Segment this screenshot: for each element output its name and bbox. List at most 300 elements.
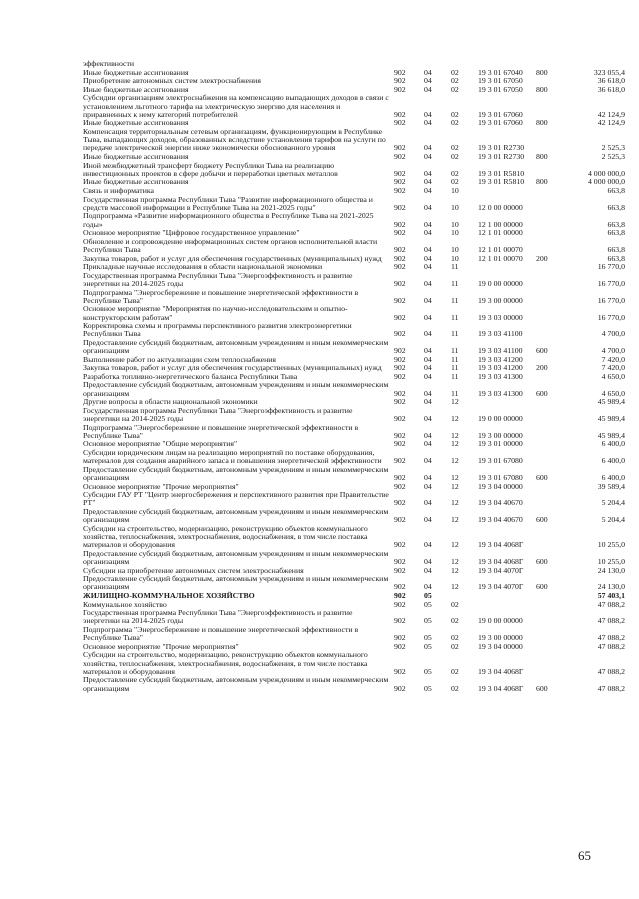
section-code: 04 <box>424 295 432 305</box>
target-article-code <box>478 592 536 601</box>
table-row <box>83 238 625 255</box>
ministry-code: 902 <box>394 346 406 356</box>
row-name: Подпрограмма "Энергосбережение и повышение энергетической эффективности в Республике Тыва" <box>83 422 359 440</box>
subsection-code: 02 <box>451 109 459 119</box>
amount: 4 650,0 <box>601 388 625 398</box>
table-row <box>83 162 625 179</box>
amount: 16 770,0 <box>597 295 625 305</box>
row-name: Прикладные научные исследования в области национальной экономики <box>83 262 323 272</box>
row-name: Иной межбюджетный трансферт бюджету Республики Тыва на реализацию инвестиционных проектов в сфере добычи и переработки цветных металлов <box>83 160 338 178</box>
expense-type-code <box>536 440 566 449</box>
section-code: 04 <box>424 565 432 575</box>
table-row <box>83 212 625 229</box>
ministry-code: 902 <box>394 591 406 601</box>
amount: 4 700,0 <box>601 329 625 339</box>
amount: 42 124,9 <box>597 118 625 128</box>
table-row <box>83 94 625 119</box>
section-code: 04 <box>424 84 432 94</box>
section-code: 04 <box>424 151 432 161</box>
row-name: Предоставление субсидий бюджетным, автономным учреждениям и иным некоммерческим организациям <box>83 675 389 693</box>
amount: 5 204,4 <box>601 515 625 525</box>
amount: 47 088,2 <box>597 633 625 643</box>
expense-type-code: 600 <box>536 346 548 356</box>
ministry-code: 902 <box>394 666 406 676</box>
expense-type-code <box>536 229 566 238</box>
subsection-code: 02 <box>451 177 459 187</box>
expense-type-code <box>536 238 566 255</box>
amount: 323 055,4 <box>593 67 625 77</box>
table-row <box>83 128 625 153</box>
target-article-code: 19 3 01 67050 <box>478 76 523 86</box>
table-row <box>83 381 625 398</box>
ministry-code: 902 <box>394 262 406 272</box>
section-code: 04 <box>424 430 432 440</box>
section-code: 04 <box>424 371 432 381</box>
row-name: Иные бюджетные ассигнования <box>83 67 189 77</box>
row-name: Корректировка схемы и программы перспективного развития электроэнергетики Республики Тыва <box>83 321 352 339</box>
expense-type-code: 800 <box>536 118 548 128</box>
target-article-code: 19 3 01 R2730 <box>478 151 525 161</box>
amount: 16 770,0 <box>597 312 625 322</box>
target-article-code: 19 0 00 00000 <box>478 616 523 626</box>
row-name: Основное мероприятие "Цифровое государственное управление" <box>83 228 300 238</box>
ministry-code: 902 <box>394 151 406 161</box>
row-name: Иные бюджетные ассигнования <box>83 177 189 187</box>
amount: 663,8 <box>607 202 625 212</box>
amount: 663,8 <box>607 185 625 195</box>
subsection-code: 02 <box>451 143 459 153</box>
target-article-code: 12 1 01 00070 <box>478 253 523 263</box>
ministry-code: 902 <box>394 228 406 238</box>
ministry-code: 902 <box>394 219 406 229</box>
table-row <box>83 196 625 213</box>
table-row <box>83 609 625 626</box>
subsection-code: 11 <box>451 329 459 339</box>
subsection-code: 12 <box>451 439 459 449</box>
subsection-code: 12 <box>451 498 459 508</box>
section-code: 05 <box>424 599 432 609</box>
subsection-code: 10 <box>451 253 459 263</box>
table-row <box>83 322 625 339</box>
section-code: 04 <box>424 582 432 592</box>
ministry-code: 902 <box>394 683 406 693</box>
amount: 24 130,0 <box>597 565 625 575</box>
row-name: Субсидии организациям электроснабжения на компенсацию выпадающих доходов в связи с установлением льготного тарифа на электрическую энергию для населения и приравненных к нему категорий потребителей <box>83 93 389 119</box>
row-name: Закупка товаров, работ и услуг для обеспечения государственных (муниципальных) нужд <box>83 253 382 263</box>
ministry-code: 902 <box>394 641 406 651</box>
amount: 24 130,0 <box>597 582 625 592</box>
section-code: 04 <box>424 456 432 466</box>
target-article-code: 19 3 04 4068Г <box>478 540 524 550</box>
ministry-code: 902 <box>394 515 406 525</box>
target-article-code: 19 3 01 67080 <box>478 473 523 483</box>
expense-type-code <box>536 626 566 643</box>
expense-type-code <box>536 272 566 289</box>
row-name: Государственная программа Республики Тыва "Развитие информационного общества и средств массовой информации в Республике Тыва на 2021-2025 годы" <box>83 194 373 212</box>
section-code: 04 <box>424 346 432 356</box>
amount: 663,8 <box>607 228 625 238</box>
target-article-code: 19 3 03 00000 <box>478 312 523 322</box>
table-row <box>83 272 625 289</box>
expense-type-code <box>536 525 566 550</box>
ministry-code: 902 <box>394 76 406 86</box>
target-article-code <box>478 187 536 196</box>
budget-table-body <box>83 60 625 693</box>
amount: 47 088,2 <box>597 616 625 626</box>
ministry-code: 902 <box>394 354 406 364</box>
target-article-code: 19 3 00 00000 <box>478 633 523 643</box>
row-name: Подпрограмма «Развитие информационного общества в Республике Тыва на 2021-2025 годы» <box>83 211 374 229</box>
section-code: 04 <box>424 557 432 567</box>
amount: 39 589,4 <box>597 481 625 491</box>
subsection-code: 12 <box>451 540 459 550</box>
amount: 4 000 000,0 <box>587 168 625 178</box>
subsection-code: 02 <box>451 168 459 178</box>
subsection-code: 11 <box>451 278 459 288</box>
target-article-code: 19 3 00 00000 <box>478 430 523 440</box>
section-code: 04 <box>424 244 432 254</box>
expense-type-code <box>536 398 566 407</box>
ministry-code: 902 <box>394 371 406 381</box>
row-name: Иные бюджетные ассигнования <box>83 84 189 94</box>
target-article-code: 19 3 03 41100 <box>478 329 523 339</box>
budget-table <box>83 60 625 693</box>
ministry-code: 902 <box>394 439 406 449</box>
target-article-code: 19 3 03 41300 <box>478 371 523 381</box>
ministry-code: 902 <box>394 599 406 609</box>
expense-type-code <box>536 424 566 441</box>
target-article-code: 19 0 00 00000 <box>478 414 523 424</box>
amount: 6 400,0 <box>601 473 625 483</box>
subsection-code: 11 <box>451 312 459 322</box>
target-article-code: 12 1 01 00000 <box>478 228 523 238</box>
table-row <box>83 424 625 441</box>
row-name: Субсидии ГАУ РТ "Центр энергосбережения и перспективного развития при Правительстве РТ" <box>83 490 389 508</box>
amount: 7 420,0 <box>601 354 625 364</box>
row-name: Обновление и сопровождение информационных систем органов исполнительной власти Республики Тыва <box>83 236 378 254</box>
section-code: 04 <box>424 109 432 119</box>
subsection-code: 02 <box>451 633 459 643</box>
row-name: эффективности <box>83 59 135 68</box>
target-article-code <box>478 398 536 407</box>
expense-type-code: 600 <box>536 557 548 567</box>
subsection-code: 11 <box>451 388 459 398</box>
table-row <box>83 651 625 676</box>
row-name: Связь и информатика <box>83 185 154 195</box>
row-name: Субсидии на строительство, модернизацию, реконструкцию объектов коммунального хозяйства, теплоснабжения, электроснабжения, водоснабжения, в том числе поставка материалов и оборудования <box>83 650 368 676</box>
amount: 5 204,4 <box>601 498 625 508</box>
row-name: Разработка топливно-энергетического баланса Республики Тыва <box>83 371 298 381</box>
ministry-code: 902 <box>394 481 406 491</box>
amount: 6 400,0 <box>601 439 625 449</box>
table-row <box>83 676 625 693</box>
target-article-code: 19 3 03 41100 <box>478 346 523 356</box>
expense-type-code <box>536 187 566 196</box>
target-article-code: 19 3 04 4070Г <box>478 582 524 592</box>
section-code: 05 <box>424 683 432 693</box>
target-article-code: 19 3 01 R5810 <box>478 168 525 178</box>
amount: 16 770,0 <box>597 278 625 288</box>
target-article-code: 19 3 01 00000 <box>478 439 523 449</box>
ministry-code: 902 <box>394 397 406 407</box>
page-number: 65 <box>578 848 591 863</box>
ministry-code: 902 <box>394 253 406 263</box>
section-code: 04 <box>424 67 432 77</box>
target-article-code: 19 3 04 00000 <box>478 641 523 651</box>
expense-type-code <box>536 373 566 382</box>
section-code: 04 <box>424 228 432 238</box>
target-article-code: 19 3 04 4070Г <box>478 565 524 575</box>
subsection-code: 12 <box>451 473 459 483</box>
target-article-code: 19 3 04 4068Г <box>478 557 524 567</box>
subsection-code: 12 <box>451 456 459 466</box>
amount: 16 770,0 <box>597 262 625 272</box>
amount: 10 255,0 <box>597 557 625 567</box>
table-row <box>83 626 625 643</box>
expense-type-code: 200 <box>536 363 548 373</box>
target-article-code: 19 3 04 4068Г <box>478 683 524 693</box>
row-name: Государственная программа Республики Тыва "Энергоэффективность и развитие энергетики на 2014-2025 годы <box>83 405 353 424</box>
section-code: 04 <box>424 397 432 407</box>
target-article-code <box>478 601 536 610</box>
amount: 2 525,3 <box>601 151 625 161</box>
subsection-code: 10 <box>451 202 459 212</box>
target-article-code: 19 3 04 4068Г <box>478 666 524 676</box>
ministry-code: 902 <box>394 473 406 483</box>
expense-type-code <box>536 567 566 576</box>
section-code: 05 <box>424 633 432 643</box>
row-name: Основное мероприятие "Общие мероприятия" <box>83 439 238 449</box>
target-article-code: 12 1 00 00000 <box>478 219 523 229</box>
section-code: 05 <box>424 666 432 676</box>
row-name: Основное мероприятие "Мероприятия по научно-исследовательским и опытно-конструкторским работам" <box>83 304 348 322</box>
row-name: Предоставление субсидий бюджетным, автономным учреждениям и иным некоммерческим организациям <box>83 507 389 525</box>
ministry-code: 902 <box>394 540 406 550</box>
subsection-code: 11 <box>451 346 459 356</box>
subsection-code: 02 <box>451 84 459 94</box>
expense-type-code <box>536 263 566 272</box>
subsection-code: 11 <box>451 262 459 272</box>
amount: 4 700,0 <box>601 346 625 356</box>
ministry-code: 902 <box>394 633 406 643</box>
section-code: 04 <box>424 388 432 398</box>
section-code: 04 <box>424 414 432 424</box>
amount: 45 989,4 <box>597 414 625 424</box>
table-row <box>83 339 625 356</box>
table-row <box>83 525 625 550</box>
section-code: 05 <box>424 591 432 601</box>
expense-type-code <box>536 128 566 153</box>
ministry-code: 902 <box>394 414 406 424</box>
amount: 42 124,9 <box>597 109 625 119</box>
target-article-code: 19 3 00 00000 <box>478 295 523 305</box>
ministry-code: 902 <box>394 118 406 128</box>
section-code: 04 <box>424 329 432 339</box>
amount: 4 650,0 <box>601 371 625 381</box>
expense-type-code <box>536 601 566 610</box>
section-code: 04 <box>424 515 432 525</box>
row-name: Закупка товаров, работ и услуг для обеспечения государственных (муниципальных) нужд <box>83 363 382 373</box>
expense-type-code: 600 <box>536 515 548 525</box>
section-code: 04 <box>424 118 432 128</box>
ministry-code: 902 <box>394 278 406 288</box>
expense-type-code <box>536 491 566 508</box>
subsection-code: 11 <box>451 363 459 373</box>
target-article-code: 19 3 04 00000 <box>478 481 523 491</box>
ministry-code: 902 <box>394 363 406 373</box>
amount: 45 989,4 <box>597 430 625 440</box>
subsection-code: 10 <box>451 228 459 238</box>
ministry-code: 902 <box>394 329 406 339</box>
section-code: 04 <box>424 540 432 550</box>
subsection-code: 02 <box>451 599 459 609</box>
amount: 47 088,2 <box>597 641 625 651</box>
target-article-code: 12 1 01 00070 <box>478 244 523 254</box>
amount: 36 618,0 <box>597 84 625 94</box>
table-row <box>83 575 625 592</box>
expense-type-code: 800 <box>536 151 548 161</box>
row-name: Субсидии юридическим лицам на реализацию мероприятий по поставке оборудования, материалов для создания аварийного запаса и повышения энергетической эффективности <box>83 448 382 466</box>
expense-type-code: 200 <box>536 253 548 263</box>
ministry-code: 902 <box>394 177 406 187</box>
row-name: Государственная программа Республики Тыва "Энергоэффективность и развитие энергетики на 2014-2025 годы <box>83 608 353 626</box>
subsection-code: 11 <box>451 371 459 381</box>
amount: 36 618,0 <box>597 76 625 86</box>
expense-type-code: 600 <box>536 388 548 398</box>
ministry-code: 902 <box>394 185 406 195</box>
subsection-code: 10 <box>451 185 459 195</box>
section-code: 04 <box>424 312 432 322</box>
expense-type-code <box>536 322 566 339</box>
row-name: Основное мероприятие "Прочие мероприятия" <box>83 641 239 651</box>
table-row <box>83 305 625 322</box>
row-name: Приобретение автономных систем электроснабжения <box>83 76 261 86</box>
subsection-code: 12 <box>451 582 459 592</box>
section-code: 04 <box>424 363 432 373</box>
amount: 2 525,3 <box>601 143 625 153</box>
subsection-code: 02 <box>451 641 459 651</box>
expense-type-code: 600 <box>536 582 548 592</box>
target-article-code <box>478 263 536 272</box>
section-code: 04 <box>424 168 432 178</box>
ministry-code: 902 <box>394 582 406 592</box>
subsection-code: 11 <box>451 295 459 305</box>
target-article-code: 19 3 01 R5810 <box>478 177 525 187</box>
section-code: 04 <box>424 177 432 187</box>
ministry-code: 902 <box>394 143 406 153</box>
subsection-code: 02 <box>451 151 459 161</box>
row-name: Коммунальное хозяйство <box>83 599 167 609</box>
amount: 663,8 <box>607 244 625 254</box>
ministry-code: 902 <box>394 202 406 212</box>
expense-type-code: 600 <box>536 473 548 483</box>
expense-type-code: 600 <box>536 683 548 693</box>
row-name: Основное мероприятие "Прочие мероприятия" <box>83 481 239 491</box>
ministry-code: 902 <box>394 498 406 508</box>
expense-type-code: 800 <box>536 177 548 187</box>
expense-type-code <box>536 609 566 626</box>
table-row <box>83 449 625 466</box>
row-name: Предоставление субсидий бюджетным, автономным учреждениям и иным некоммерческим организациям <box>83 548 389 567</box>
target-article-code: 19 3 01 R2730 <box>478 143 525 153</box>
expense-type-code <box>536 196 566 213</box>
expense-type-code <box>536 407 566 424</box>
expense-type-code <box>536 449 566 466</box>
subsection-code: 02 <box>451 67 459 77</box>
subsection-code: 10 <box>451 244 459 254</box>
row-name: Предоставление субсидий бюджетным, автономным учреждениям и иным некоммерческим организациям <box>83 574 389 592</box>
subsection-code: 10 <box>451 219 459 229</box>
ministry-code: 902 <box>394 616 406 626</box>
target-article-code: 19 3 01 67060 <box>478 118 523 128</box>
target-article-code: 19 3 01 67060 <box>478 109 523 119</box>
ministry-code: 902 <box>394 565 406 575</box>
section-code: 04 <box>424 498 432 508</box>
target-article-code: 19 3 01 67040 <box>478 67 523 77</box>
target-article-code: 19 3 04 40670 <box>478 498 523 508</box>
row-name: Предоставление субсидий бюджетным, автономным учреждениям и иным некоммерческим организациям <box>83 464 389 483</box>
amount: 7 420,0 <box>601 363 625 373</box>
target-article-code: 19 3 03 41200 <box>478 354 523 364</box>
row-name: Государственная программа Республики Тыва "Энергоэффективность и развитие энергетики на 2014-2025 годы <box>83 270 353 288</box>
target-article-code: 19 3 03 41200 <box>478 363 523 373</box>
table-row <box>83 407 625 424</box>
subsection-code: 12 <box>451 481 459 491</box>
table-row <box>83 550 625 567</box>
row-name: Иные бюджетные ассигнования <box>83 118 189 128</box>
target-article-code: 19 3 01 67050 <box>478 84 523 94</box>
ministry-code: 902 <box>394 244 406 254</box>
row-name: Иные бюджетные ассигнования <box>83 151 189 161</box>
ministry-code: 902 <box>394 67 406 77</box>
amount: 4 000 000,0 <box>587 177 625 187</box>
subsection-code: 12 <box>451 515 459 525</box>
subsection-code: 12 <box>451 414 459 424</box>
amount: 47 088,2 <box>597 666 625 676</box>
row-name: Другие вопросы в области национальной экономики <box>83 397 258 407</box>
section-code: 04 <box>424 439 432 449</box>
row-name: Предоставление субсидий бюджетным, автономным учреждениям и иным некоммерческим организациям <box>83 337 389 356</box>
expense-type-code <box>536 212 566 229</box>
row-name: Подпрограмма "Энергосбережение и повышение энергетической эффективности в Республике Тыва" <box>83 625 359 643</box>
ministry-code: 902 <box>394 295 406 305</box>
amount: 663,8 <box>607 253 625 263</box>
target-article-code: 19 3 04 40670 <box>478 515 523 525</box>
section-code: 04 <box>424 143 432 153</box>
row-name: Субсидии на строительство, модернизацию, реконструкцию объектов коммунального хозяйства, теплоснабжения, электроснабжения, водоснабжения, в том числе поставка материалов и оборудования <box>83 523 368 550</box>
target-article-code: 12 0 00 00000 <box>478 202 523 212</box>
table-row <box>83 178 625 187</box>
amount: 45 989,4 <box>597 397 625 407</box>
expense-type-code <box>536 289 566 306</box>
section-code: 04 <box>424 202 432 212</box>
amount: 57 403,1 <box>597 591 625 601</box>
section-code: 04 <box>424 185 432 195</box>
expense-type-code <box>536 305 566 322</box>
table-row <box>83 289 625 306</box>
section-code: 04 <box>424 253 432 263</box>
row-name: Субсидии на приобретение автономных систем электроснабжения <box>83 565 304 575</box>
row-name: Предоставление субсидий бюджетным, автономным учреждениям и иным некоммерческим организациям <box>83 380 389 398</box>
section-code: 04 <box>424 219 432 229</box>
expense-type-code <box>536 592 566 601</box>
amount: 6 400,0 <box>601 456 625 466</box>
amount: 663,8 <box>607 219 625 229</box>
subsection-code: 02 <box>451 683 459 693</box>
expense-type-code <box>536 162 566 179</box>
row-name: Компенсация территориальным сетевым организациям, функционирующим в Республике Тыва, выпадающих доходов, образованных вследствие установления тарифов на услуги по передаче электрической энергии ниже экономически обоснованного уровня <box>83 126 386 153</box>
amount: 10 255,0 <box>597 540 625 550</box>
